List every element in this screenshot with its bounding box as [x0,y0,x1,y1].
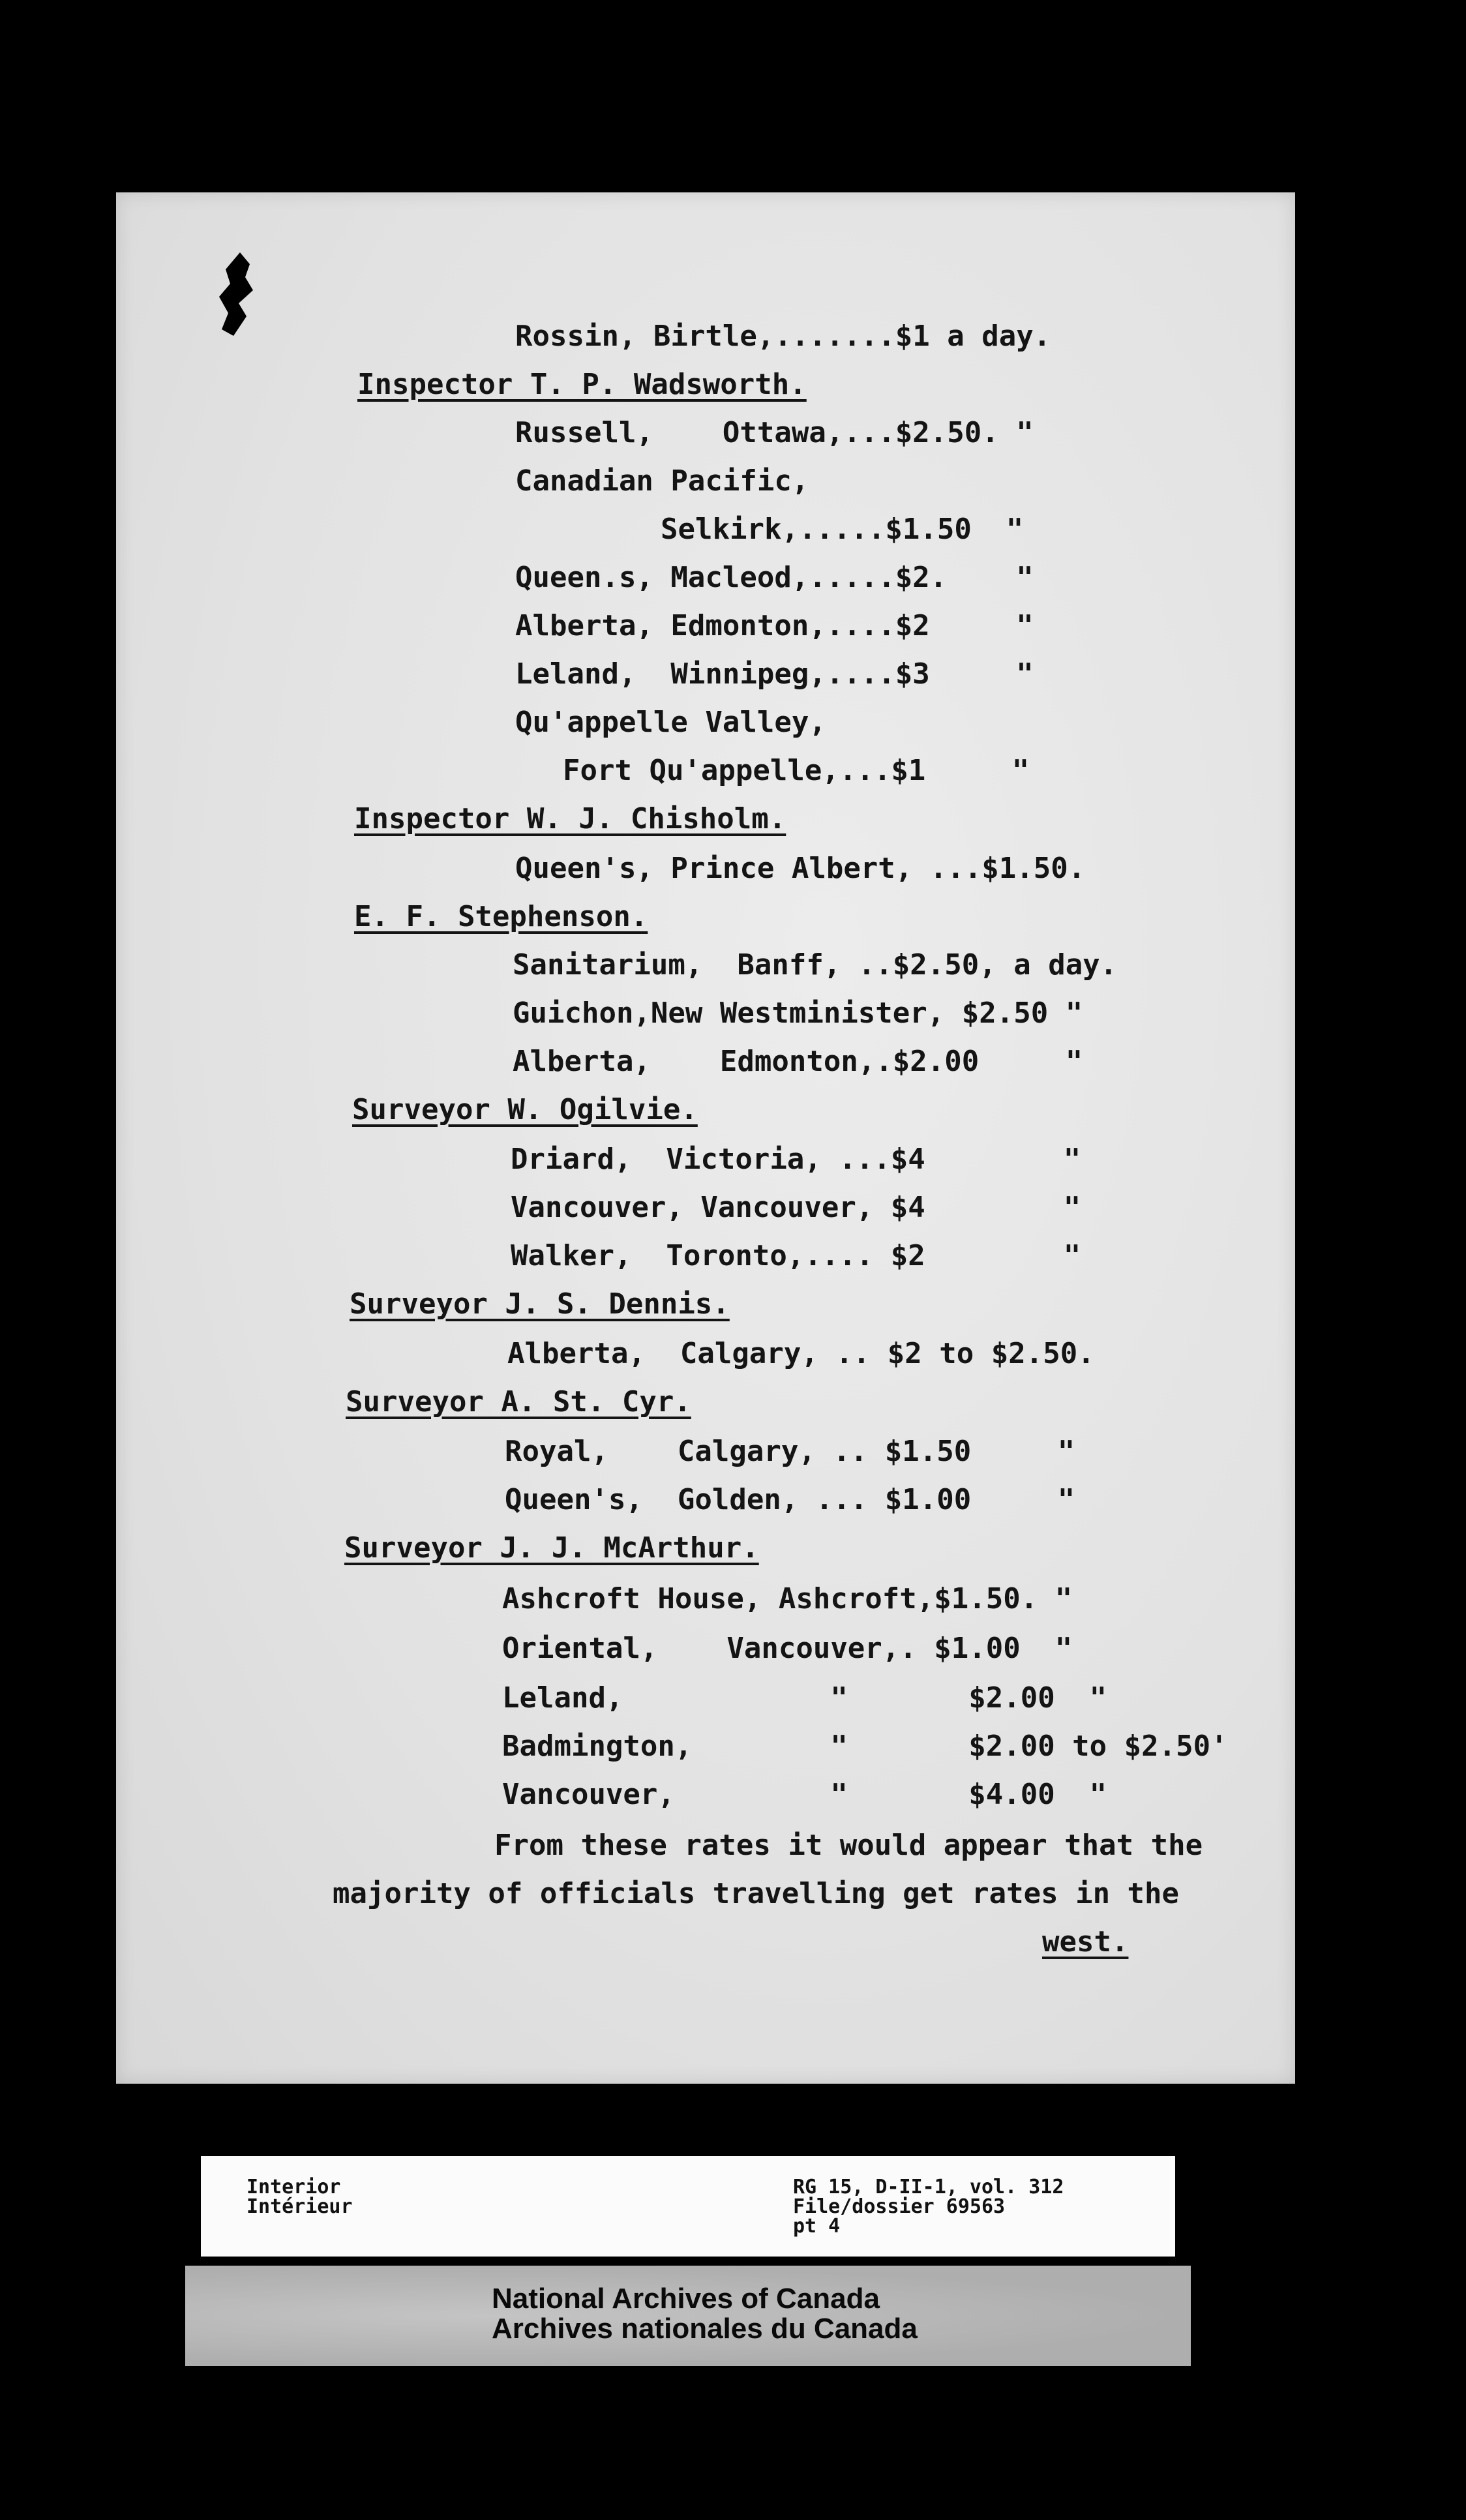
department-fr: Intérieur [247,2195,353,2218]
doc-line: Driard, Victoria, ...$4 " [511,1143,1081,1176]
archive-banner [185,2266,1191,2366]
doc-line: Qu'appelle Valley, [515,706,826,739]
doc-line: Vancouver, " $4.00 " [502,1778,1107,1811]
doc-line: Selkirk,.....$1.50 " [661,513,1024,546]
doc-line: majority of officials travelling get rates in the [333,1877,1180,1910]
doc-line: From these rates it would appear that the [494,1829,1203,1862]
heading-inspector: Inspector T. P. Wadsworth. [357,368,807,401]
heading-name: E. F. Stephenson. [354,900,648,933]
reference-label [201,2156,1175,2257]
doc-line: Queen.s, Macleod,.....$2. " [515,561,1034,594]
file-number: File/dossier 69563 [793,2195,1006,2218]
doc-line: Vancouver, Vancouver, $4 " [511,1191,1081,1224]
record-group: RG 15, D-II-1, vol. 312 [793,2176,1064,2198]
archive-name-en: National Archives of Canada [492,2283,880,2315]
doc-line: Leland, Winnipeg,....$3 " [515,657,1034,691]
doc-line: Leland, " $2.00 " [502,1681,1107,1715]
heading-surveyor: Surveyor W. Ogilvie. [352,1093,698,1126]
department-en: Interior [247,2176,341,2198]
heading-surveyor: Surveyor J. S. Dennis. [350,1287,730,1321]
torn-hole-mark [214,251,260,342]
doc-line: Queen's, Golden, ... $1.00 " [505,1483,1075,1516]
doc-line: Oriental, Vancouver,. $1.00 " [502,1632,1073,1665]
doc-line: Russell, Ottawa,...$2.50. " [515,416,1034,449]
doc-line: Badmington, " $2.00 to $2.50' [502,1730,1228,1763]
doc-line: Rossin, Birtle,.......$1 a day. [515,320,1051,353]
part-number: pt 4 [793,2215,841,2238]
doc-line: Walker, Toronto,.... $2 " [511,1239,1081,1272]
doc-line: Canadian Pacific, [515,464,809,498]
doc-line: Royal, Calgary, .. $1.50 " [505,1435,1075,1468]
heading-surveyor: Surveyor J. J. McArthur. [344,1531,759,1565]
heading-inspector: Inspector W. J. Chisholm. [354,802,786,835]
archive-name-fr: Archives nationales du Canada [492,2313,918,2345]
heading-surveyor: Surveyor A. St. Cyr. [346,1385,691,1418]
doc-line: Queen's, Prince Albert, ...$1.50. [515,852,1086,885]
doc-line: Alberta, Edmonton,....$2 " [515,609,1034,642]
doc-line: Alberta, Edmonton,.$2.00 " [513,1045,1083,1078]
doc-line: Sanitarium, Banff, ..$2.50, a day. [513,948,1118,982]
doc-line: Fort Qu'appelle,...$1 " [563,754,1030,787]
doc-line-final: west. [1042,1925,1129,1958]
doc-line: Ashcroft House, Ashcroft,$1.50. " [502,1582,1073,1615]
doc-line: Alberta, Calgary, .. $2 to $2.50. [507,1337,1095,1370]
doc-line: Guichon,New Westminister, $2.50 " [513,997,1083,1030]
document-page [116,192,1295,2084]
